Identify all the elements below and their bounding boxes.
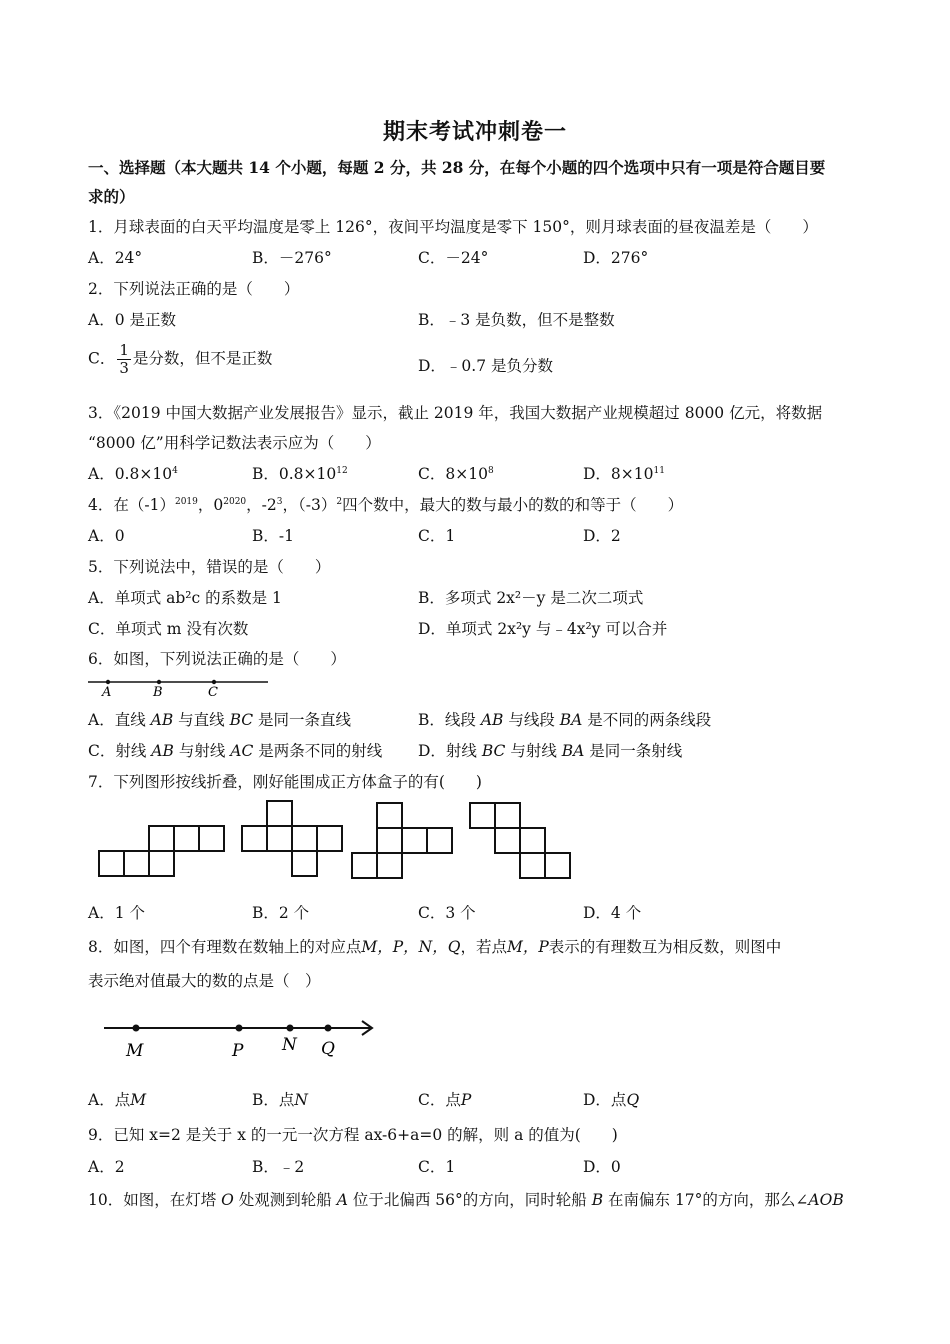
point-m-label: M: [126, 1041, 144, 1061]
q5-option-b: B．多项式 2x²－y 是二次二项式: [418, 589, 644, 607]
q9-stem: 9．已知 x=2 是关于 x 的一元一次方程 ax-6+a=0 的解，则 a 的值为( ): [88, 1126, 618, 1144]
q2-option-c: C． $\frac{1}{3}$ 是分数，但不是正数: [88, 341, 273, 377]
q10-stem: 10．如图，在灯塔 O 处观测到轮船 A 位于北偏西 56°的方向，同时轮船 B 在南偏东 17°的方向，那么∠AOB: [88, 1191, 844, 1209]
q8-stem-line2: 表示绝对值最大的数的点是（ ）: [88, 972, 321, 990]
cube-net-4: [470, 803, 570, 878]
point-a-dot: [106, 680, 110, 684]
q1-option-b: B．－276°: [252, 249, 332, 267]
q6-option-c: C．射线 AB 与射线 AC 是两条不同的射线: [88, 742, 383, 760]
q3-stem-line2: “8000 亿”用科学记数法表示应为（ ）: [88, 434, 381, 452]
q5-stem: 5．下列说法中，错误的是（ ）: [88, 558, 331, 576]
point-q-label: Q: [321, 1039, 335, 1059]
q3-option-d: D．$8\times 10^{11}$: [583, 465, 665, 483]
q9-option-c: C．1: [418, 1158, 456, 1176]
q6-option-a: A．直线 AB 与直线 BC 是同一条直线: [88, 711, 352, 729]
point-a-label: A: [102, 685, 112, 700]
q7-option-c: C．3 个: [418, 904, 476, 922]
q4-stem: 4．在$(-1)^{2019}$，$0^{2020}$，$-2^3$，$(-3)^2$四个数中，最大的数与最小的数的和等于（ ）: [88, 496, 684, 514]
q2-option-d: D．﹣0.7 是负分数: [418, 357, 554, 375]
q4-option-b: B．-1: [252, 527, 294, 545]
q1-option-d: D．276°: [583, 249, 649, 267]
q4-option-c: C．1: [418, 527, 456, 545]
point-n-label: N: [282, 1035, 297, 1055]
q7-cube-nets-figure: [96, 800, 576, 882]
q4-option-d: D．2: [583, 527, 621, 545]
q8-number-line-figure: [100, 1012, 390, 1064]
page-title: 期末考试冲刺卷一: [382, 119, 567, 145]
q5-option-c: C．单项式 m 没有次数: [88, 620, 249, 638]
point-b-label: B: [153, 685, 163, 700]
q9-option-a: A．2: [88, 1158, 125, 1176]
q3-option-b: B．$0.8\times 10^{12}$: [252, 465, 348, 483]
q8-option-d: D．点Q: [583, 1091, 640, 1109]
point-c-dot: [212, 680, 216, 684]
point-m-dot: [133, 1025, 140, 1032]
q6-line-figure: [86, 674, 276, 700]
q3-stem-line1: 3．《2019 中国大数据产业发展报告》显示，截止 2019 年，我国大数据产业规模超过 8000 亿元，将数据: [88, 404, 823, 422]
q5-option-a: A．单项式 ab²c 的系数是 1: [88, 589, 282, 607]
q5-option-d: D．单项式 2x²y 与﹣4x²y 可以合并: [418, 620, 668, 638]
q9-option-d: D．0: [583, 1158, 621, 1176]
q1-option-c: C．－24°: [418, 249, 489, 267]
q7-option-b: B．2 个: [252, 904, 310, 922]
q6-option-b: B．线段 AB 与线段 BA 是不同的两条线段: [418, 711, 712, 729]
point-b-dot: [157, 680, 161, 684]
q9-option-b: B．﹣2: [252, 1158, 305, 1176]
point-p-label: P: [232, 1041, 244, 1061]
q3-option-a: A．$0.8\times 10^4$: [88, 465, 178, 483]
point-q-dot: [325, 1025, 332, 1032]
q7-option-d: D．4 个: [583, 904, 642, 922]
q1-option-a: A．24°: [88, 249, 143, 267]
point-c-label: C: [208, 685, 218, 700]
section-heading-cont: 求的）: [88, 187, 135, 206]
fraction: $\frac{1}{3}$: [119, 341, 129, 377]
q6-stem: 6．如图，下列说法正确的是（ ）: [88, 650, 346, 668]
q8-option-c: C．点P: [418, 1091, 472, 1109]
q4-option-a: A．0: [88, 527, 125, 545]
cube-net-3: [352, 803, 452, 878]
q3-option-c: C．$8\times 10^8$: [418, 465, 494, 483]
q2-option-a: A．0 是正数: [88, 311, 176, 329]
q7-stem: 7．下列图形按线折叠，刚好能围成正方体盒子的有( ): [88, 773, 482, 791]
point-n-dot: [287, 1025, 294, 1032]
cube-net-1: [99, 826, 224, 876]
q2-option-b: B．﹣3 是负数，但不是整数: [418, 311, 615, 329]
q8-stem-line1: 8．如图，四个有理数在数轴上的对应点M，P，N，Q，若点M，P表示的有理数互为相反数，则图中: [88, 938, 782, 956]
point-p-dot: [236, 1025, 243, 1032]
q8-option-a: A．点M: [88, 1091, 147, 1109]
q1-stem: 1．月球表面的白天平均温度是零上 126°，夜间平均温度是零下 150°，则月球表面的昼夜温差是（ ）: [88, 218, 818, 236]
section-heading: 一、选择题（本大题共 14 个小题，每题 2 分，共 28 分，在每个小题的四个选项中只有一项是符合题目要: [88, 158, 826, 177]
q6-option-d: D．射线 BC 与射线 BA 是同一条射线: [418, 742, 683, 760]
cube-net-2: [242, 801, 342, 876]
q7-option-a: A．1 个: [88, 904, 145, 922]
q2-stem: 2．下列说法正确的是（ ）: [88, 280, 300, 298]
q8-option-b: B．点N: [252, 1091, 308, 1109]
